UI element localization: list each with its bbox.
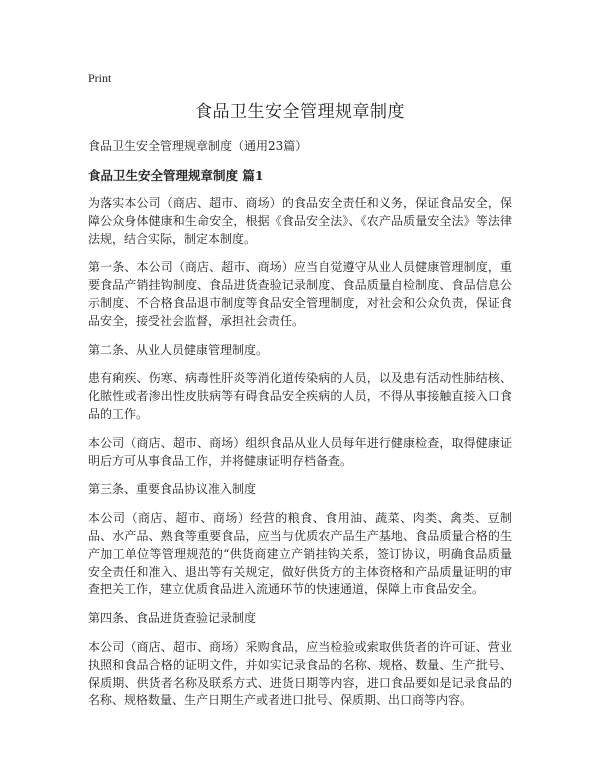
paragraph: 第四条、食品进货查验记录制度	[88, 611, 257, 626]
paragraph: 第一条、本公司（商店、超市、商场）应当自觉遵守从业人员健康管理制度，重要食品产销挂钩制度、食品进货查验记录制度、食品质量自检制度、食品信息公示制度、不合格食品退市制度等食品安全管理制度，对社会和公众负责，保证食品安全，接受社会监督，承担社会责任。	[88, 260, 512, 328]
paragraph: 本公司（商店、超市、商场）组织食品从业人员每年进行健康检查，取得健康证明后方可从事食品工作，并将健康证明存档备查。	[88, 435, 512, 468]
paragraph: 患有痢疾、伤寒、病毒性肝炎等消化道传染病的人员，以及患有活动性肺结核、化脓性或者渗出性皮肤病等有碍食品安全疾病的人员，不得从事接触直接入口食品的工作。	[88, 371, 512, 421]
document-subtitle: 食品卫生安全管理规章制度（通用23篇）	[88, 139, 308, 153]
paragraph: 为落实本公司（商店、超市、商场）的食品安全责任和义务，保证食品安全，保障公众身体健康和生命安全，根据《食品安全法》、《农产品质量安全法》等法律法规，结合实际，制定本制度。	[88, 196, 512, 246]
paragraph: 第二条、从业人员健康管理制度。	[88, 342, 269, 357]
print-label[interactable]: Print	[88, 71, 112, 85]
paragraph: 本公司（商店、超市、商场）采购食品，应当检验或索取供货者的许可证、营业执照和食品合格的证明文件，并如实记录食品的名称、规格、数量、生产批号、保质期、供货者名称及联系方式、进货日期等内容，进口食品要如是记录食品的名称、规格数量、生产日期生产或者进口批号、保质期、出口商等内容。	[88, 639, 512, 708]
paragraph: 第三条、重要食品协议准入制度	[88, 482, 257, 497]
section-heading: 食品卫生安全管理规章制度 篇1	[88, 168, 264, 183]
paragraph: 本公司（商店、超市、商场）经营的粮食、食用油、蔬菜、肉类、禽类、豆制品、水产品、熟食等重要食品，应当与优质农产品生产基地、食品质量合格的生产加工单位等管理规范的“供货商建立产销挂钩关系，签订协议，明确食品质量安全责任和准入、退出等有关规定，做好供货方的主体资格和产品质量证明的审查把关工作，建立优质食品进入流通环节的快速通道，保障上市食品安全。	[88, 511, 512, 597]
document-title: 食品卫生安全管理规章制度	[195, 102, 405, 122]
